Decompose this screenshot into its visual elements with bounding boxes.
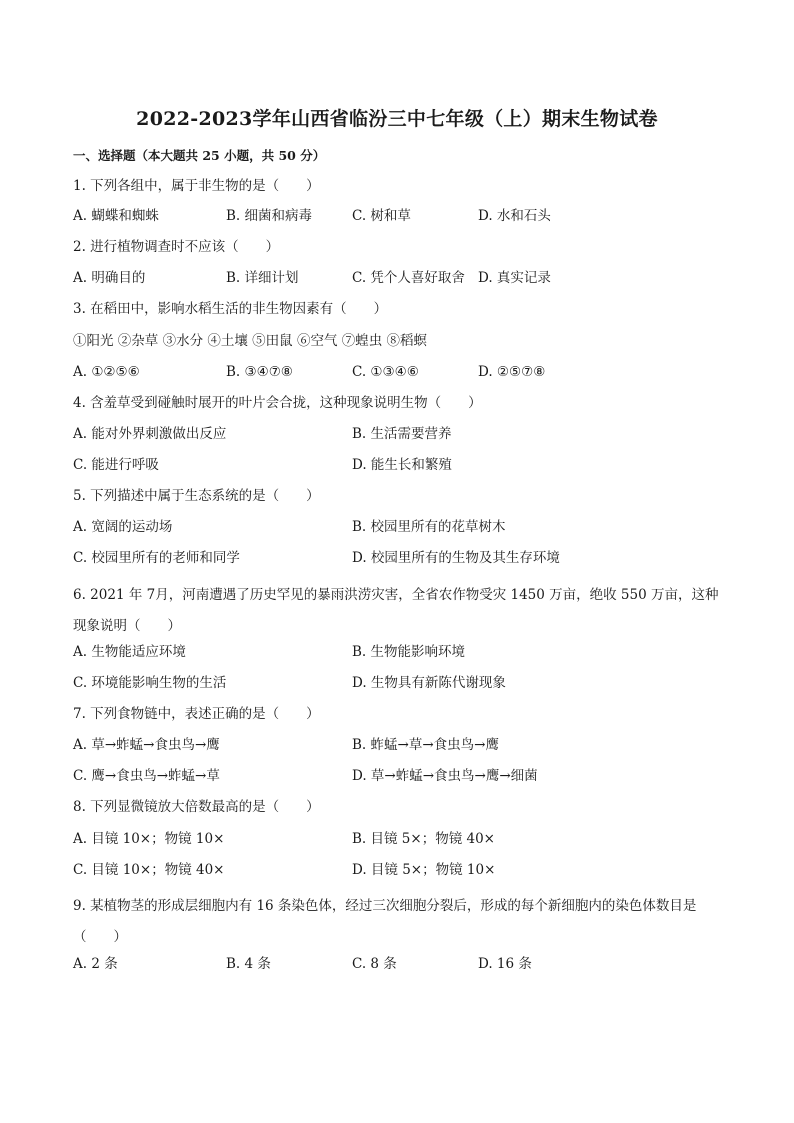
option-c: C. 环境能影响生物的生活 xyxy=(73,675,227,691)
option-d: D. 水和石头 xyxy=(478,208,551,224)
option-b: B. 蚱蜢→草→食虫鸟→鹰 xyxy=(352,737,499,753)
option-d: D. 目镜 5×；物镜 10× xyxy=(352,862,496,878)
option-c: C. 能进行呼吸 xyxy=(73,457,159,473)
option-c: C. 目镜 10×；物镜 40× xyxy=(73,862,225,878)
option-a: A. 能对外界刺激做出反应 xyxy=(73,426,227,442)
option-a: A. ①②⑤⑥ xyxy=(73,364,140,380)
option-d: D. 生物具有新陈代谢现象 xyxy=(352,675,506,691)
question-5-stem: 5. 下列描述中属于生态系统的是（ ） xyxy=(73,488,320,504)
option-c: C. 8 条 xyxy=(352,956,397,972)
option-d: D. 校园里所有的生物及其生存环境 xyxy=(352,550,560,566)
option-d: D. ②⑤⑦⑧ xyxy=(478,364,546,380)
option-b: B. 细菌和病毒 xyxy=(226,208,313,224)
option-d: D. 16 条 xyxy=(478,956,532,972)
option-d: D. 真实记录 xyxy=(478,270,551,286)
option-b: B. 4 条 xyxy=(226,956,271,972)
option-b: B. 目镜 5×；物镜 40× xyxy=(352,831,495,847)
option-a: A. 宽阔的运动场 xyxy=(73,519,173,535)
option-d: D. 草→蚱蜢→食虫鸟→鹰→细菌 xyxy=(352,768,538,784)
question-7-stem: 7. 下列食物链中，表述正确的是（ ） xyxy=(73,706,320,722)
option-b: B. 详细计划 xyxy=(226,270,299,286)
question-2-stem: 2. 进行植物调查时不应该（ ） xyxy=(73,239,280,255)
option-c: C. 凭个人喜好取舍 xyxy=(352,270,465,286)
option-a: A. 生物能适应环境 xyxy=(73,644,186,660)
question-9-stem: 9. 某植物茎的形成层细胞内有 16 条染色体，经过三次细胞分裂后，形成的每个新细胞内的染色体数目是（ ） xyxy=(73,898,697,945)
option-a: A. 草→蚱蜢→食虫鸟→鹰 xyxy=(73,737,220,753)
option-c: C. 鹰→食虫鸟→蚱蜢→草 xyxy=(73,768,220,784)
option-a: A. 目镜 10×；物镜 10× xyxy=(73,831,225,847)
question-4-stem: 4. 含羞草受到碰触时展开的叶片会合拢，这种现象说明生物（ ） xyxy=(73,395,482,411)
question-6-stem: 6. 2021 年 7月，河南遭遇了历史罕见的暴雨洪涝灾害，全省农作物受灾 1450 万亩，绝收 550 万亩，这种现象说明（ ） xyxy=(73,587,719,634)
option-b: B. ③④⑦⑧ xyxy=(226,364,293,380)
option-a: A. 明确目的 xyxy=(73,270,146,286)
option-c: C. 校园里所有的老师和同学 xyxy=(73,550,240,566)
question-3-factors: ①阳光 ②杂草 ③水分 ④土壤 ⑤田鼠 ⑥空气 ⑦蝗虫 ⑧稻螟 xyxy=(73,333,428,349)
option-d: D. 能生长和繁殖 xyxy=(352,457,452,473)
question-3-stem: 3. 在稻田中，影响水稻生活的非生物因素有（ ） xyxy=(73,301,388,317)
option-c: C. ①③④⑥ xyxy=(352,364,419,380)
option-a: A. 蝴蝶和蜘蛛 xyxy=(73,208,159,224)
question-1-stem: 1. 下列各组中，属于非生物的是（ ） xyxy=(73,178,320,194)
option-b: B. 校园里所有的花草树木 xyxy=(352,519,506,535)
option-a: A. 2 条 xyxy=(73,956,118,972)
question-8-stem: 8. 下列显微镜放大倍数最高的是（ ） xyxy=(73,799,320,815)
page-title: 2022-2023学年山西省临汾三中七年级（上）期末生物试卷 xyxy=(136,108,658,130)
option-c: C. 树和草 xyxy=(352,208,411,224)
section-heading: 一、选择题（本大题共 25 小题，共 50 分） xyxy=(73,148,326,163)
option-b: B. 生物能影响环境 xyxy=(352,644,466,660)
option-b: B. 生活需要营养 xyxy=(352,426,452,442)
